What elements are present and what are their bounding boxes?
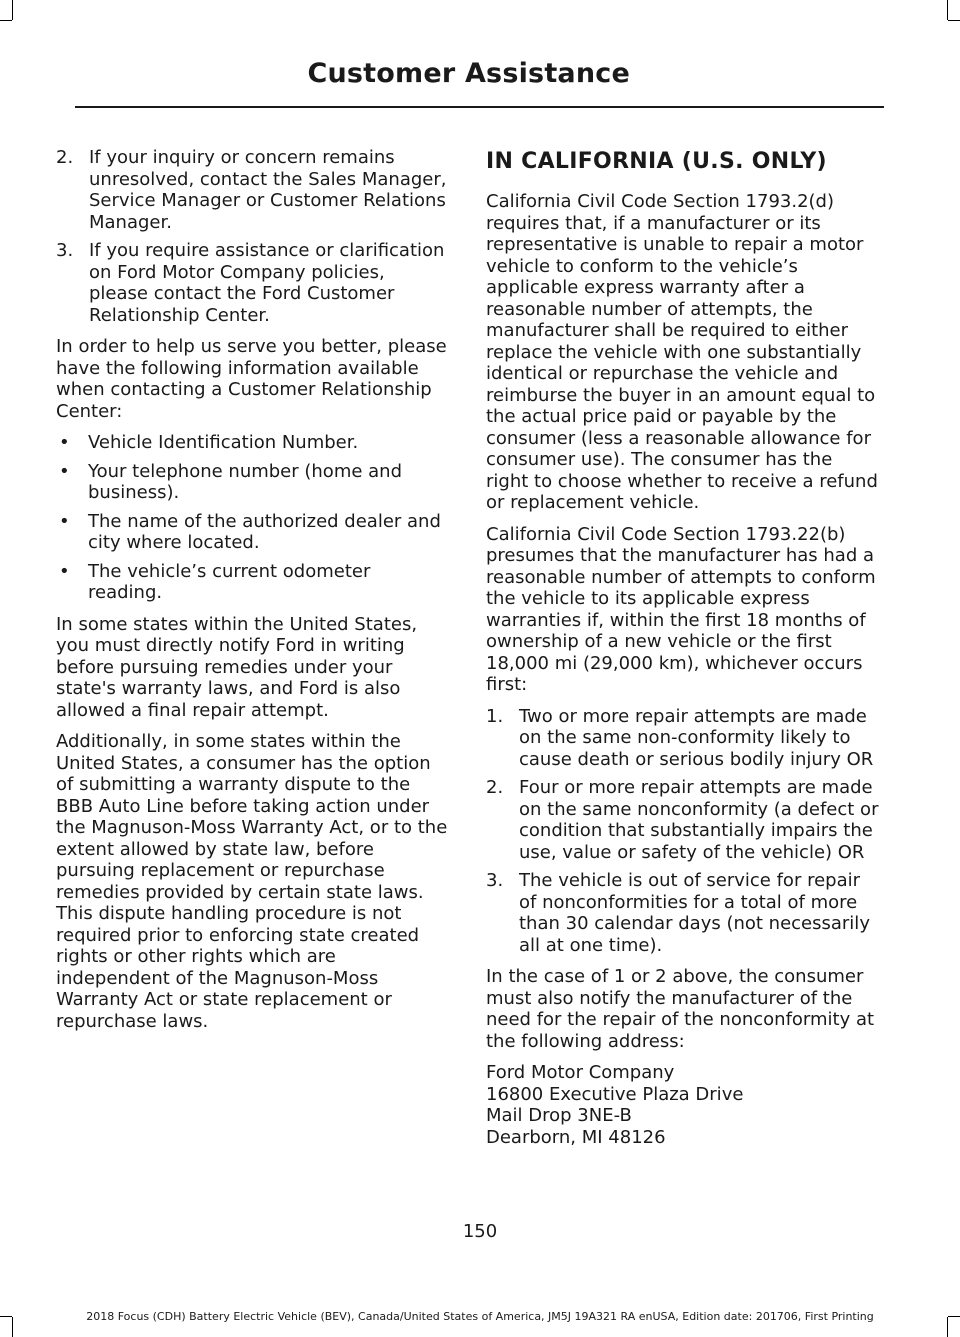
numbered-list — [486, 706, 880, 957]
list-item-text: Two or more repair attempts are made on the same non-conformity likely to cause death or serious bodily injury OR — [519, 705, 874, 770]
right-column — [486, 147, 880, 1148]
list-item — [56, 147, 448, 233]
bullet-text: Your telephone number (home and business). — [88, 460, 403, 503]
bullet-icon: • — [59, 560, 70, 582]
bullet-icon: • — [59, 432, 70, 453]
bullet-text: The vehicle’s current odometer reading. — [88, 560, 371, 603]
address-line: 16800 Executive Plaza Drive — [486, 1083, 744, 1105]
crop-mark — [0, 20, 12, 21]
list-item — [486, 870, 880, 956]
address-line: Dearborn, MI 48126 — [486, 1126, 666, 1148]
crop-mark — [12, 0, 13, 20]
list-number: 1. — [486, 705, 504, 727]
paragraph: California Civil Code Section 1793.2(d) requires that, if a manufacturer or its representative is unable to repair a motor vehicle to conform to the vehicle’s applicable express warranty after a reasonable number of attempts, the manufacturer shall be required to either replace the vehicle with one substantially identical or repurchase the vehicle and reimburse the buyer in an amount equal to the actual price paid or payable by the consumer (less a reasonable allowance for consumer use). The consumer has the right to choose whether to receive a refund or replacement vehicle. — [486, 191, 878, 513]
bullet-text: The name of the authorized dealer and city where located. — [88, 510, 441, 553]
list-item-text: If your inquiry or concern remains unresolved, contact the Sales Manager, Service Manager or Customer Relations Manager. — [89, 147, 447, 233]
bullet-item — [56, 561, 448, 604]
paragraph: In some states within the United States, you must directly notify Ford in writing before pursuing remedies under your state's warranty laws, and Ford is also allowed a final repair attempt. — [56, 613, 418, 721]
mailing-address — [486, 1062, 880, 1148]
bullet-list — [56, 432, 448, 604]
page-header-title: Customer Assistance — [307, 58, 630, 89]
list-number: 3. — [486, 870, 504, 891]
list-number: 2. — [56, 147, 74, 168]
bullet-icon: • — [59, 510, 70, 532]
bullet-icon: • — [59, 460, 70, 482]
page-footer: 2018 Focus (CDH) Battery Electric Vehicle (BEV), Canada/United States of America, JM5J 19A321 RA enUSA, Edition date: 201706, First Printing — [86, 1310, 874, 1323]
list-item — [486, 777, 880, 863]
list-item — [486, 706, 880, 771]
bullet-item — [56, 432, 448, 454]
bullet-item — [56, 511, 448, 554]
crop-mark — [947, 0, 948, 20]
list-item-text: Four or more repair attempts are made on the same nonconformity (a defect or condition that substantially impairs the use, value or safety of the vehicle) OR — [519, 777, 879, 863]
address-line: Mail Drop 3NE-B — [486, 1105, 632, 1126]
crop-mark — [948, 20, 960, 21]
paragraph: In order to help us serve you better, please have the following information available when contacting a Customer Relationship Center: — [56, 336, 447, 422]
paragraph: California Civil Code Section 1793.22(b) presumes that the manufacturer has had a reasonable number of attempts to conform the vehicle to its applicable express warranties if, within the first 18 months of ownership of a new vehicle or the first 18,000 mi (29,000 km), whichever occurs first: — [486, 523, 876, 695]
list-number: 2. — [486, 777, 504, 798]
address-line: Ford Motor Company — [486, 1062, 675, 1083]
bullet-item — [56, 461, 448, 504]
left-column — [56, 147, 448, 1042]
list-number: 3. — [56, 240, 74, 261]
list-item-text: The vehicle is out of service for repair of nonconformities for a total of more than 30 calendar days (not necessarily all at one time). — [519, 870, 870, 956]
paragraph: In the case of 1 or 2 above, the consumer must also notify the manufacturer of the need for the repair of the nonconformity at the following address: — [486, 966, 875, 1052]
paragraph: Additionally, in some states within the United States, a consumer has the option of submitting a warranty dispute to the BBB Auto Line before taking action under the Magnuson-Moss Warranty Act, or to the extent allowed by state law, before pursuing replacement or repurchase remedies provided by certain state laws. This dispute handling procedure is not required prior to enforcing state created rights or other rights which are independent of the Magnuson-Moss Warranty Act or state replacement or repurchase laws. — [56, 731, 448, 1032]
numbered-list — [56, 147, 448, 326]
bullet-text: Vehicle Identification Number. — [88, 432, 359, 453]
list-item — [56, 240, 448, 326]
header-divider — [75, 106, 884, 108]
section-heading: IN CALIFORNIA (U.S. ONLY) — [486, 149, 827, 174]
page-number: 150 — [462, 1221, 498, 1242]
list-item-text: If you require assistance or clarification on Ford Motor Company policies, please contact the Ford Customer Relationship Center. — [89, 240, 445, 326]
